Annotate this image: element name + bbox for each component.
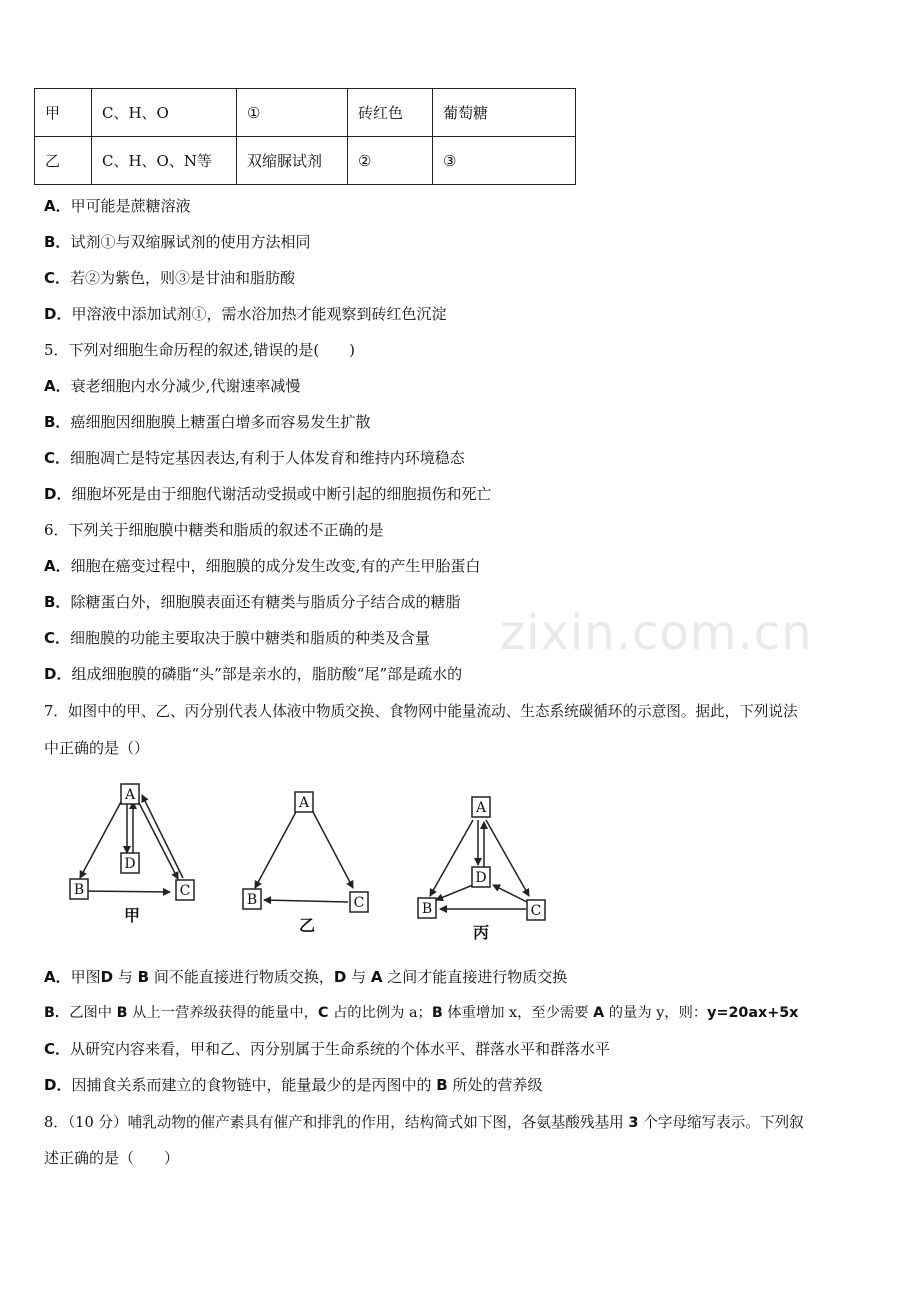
option-text: 细胞坏死是由于细胞代谢活动受损或中断引起的细胞损伤和死亡 [71, 485, 492, 503]
option-text: 从研究内容来看，甲和乙、丙分别属于生命系统的个体水平、群落水平和群落水平 [70, 1040, 611, 1058]
q6-stem: 6．下列关于细胞膜中糖类和脂质的叙述不正确的是 [44, 521, 384, 539]
node-label-a: A [124, 787, 136, 803]
q4-option-a [44, 196, 191, 216]
node-label-b: B [246, 892, 258, 908]
option-letter: C． [44, 1040, 71, 1058]
diagram-yi [255, 810, 353, 902]
table-cell: 双缩脲试剂 [237, 137, 348, 185]
table-cell: 乙 [35, 137, 92, 185]
option-text: 细胞膜的功能主要取决于膜中糖类和脂质的种类及含量 [70, 629, 431, 647]
table-row [35, 137, 576, 185]
option-text: 乙图中 [69, 1005, 117, 1021]
option-text: 组成细胞膜的磷脂“头”部是亲水的，脂肪酸“尾”部是疏水的 [71, 665, 463, 683]
option-text: 与 [113, 968, 138, 986]
option-text: B [436, 1076, 448, 1094]
node-label-b: B [73, 882, 85, 898]
option-text: 甲溶液中添加试剂①，需水浴加热才能观察到砖红色沉淀 [71, 305, 447, 323]
option-text: D [100, 968, 114, 986]
q8-text: 个字母缩写表示。下列叙 [638, 1114, 804, 1131]
table-cell: ② [348, 137, 433, 185]
option-letter: B． [44, 233, 71, 251]
option-letter: A． [44, 968, 71, 986]
option-text: 之间才能直接进行物质交换 [382, 968, 568, 986]
node-label-a: A [475, 800, 487, 816]
option-letter: A． [44, 377, 71, 395]
option-text: D [333, 968, 347, 986]
option-text: 与 [346, 968, 371, 986]
option-text: B [137, 968, 150, 986]
q7-option-b [44, 1003, 798, 1023]
option-text: 的量为 y，则： [604, 1005, 708, 1021]
option-text: 从上一营养级获得的能量中， [127, 1005, 318, 1021]
option-letter: D． [44, 665, 72, 683]
option-letter: B． [44, 1005, 70, 1021]
q5-option-c [44, 448, 465, 468]
option-text: 因捕食关系而建立的食物链中，能量最少的是丙图中的 [71, 1076, 437, 1094]
q6-option-a [44, 556, 480, 576]
table-cell: 甲 [35, 89, 92, 137]
option-text: 若②为紫色，则③是甘油和脂肪酸 [70, 269, 296, 287]
option-letter: D． [44, 485, 72, 503]
table-row [35, 89, 576, 137]
table-cell: C、H、O [92, 89, 237, 137]
option-letter: D． [44, 305, 72, 323]
table-cell: ③ [433, 137, 576, 185]
option-text: A [370, 968, 383, 986]
q6-option-d [44, 664, 462, 684]
q8-text: 8．（10 分）哺乳动物的催产素具有催产和排乳的作用，结构简式如下图，各氨基酸残基用 [44, 1114, 629, 1131]
diagram-caption-jia: 甲 [123, 906, 141, 925]
node-label-c: C [353, 895, 365, 911]
option-text: C [317, 1005, 329, 1021]
diagram-caption-bing: 丙 [472, 923, 490, 942]
q5-option-a [44, 376, 300, 396]
q7-stem-line1: 7．如图中的甲、乙、丙分别代表人体液中物质交换、食物网中能量流动、生态系统碳循环的示意图。据此，下列说法 [44, 703, 798, 720]
q4-option-d [44, 304, 446, 324]
q6-option-b [44, 592, 460, 612]
option-letter: A． [44, 557, 71, 575]
substance-test-table [34, 88, 576, 185]
option-text: 癌细胞因细胞膜上糖蛋白增多而容易发生扩散 [70, 413, 371, 431]
q5-option-b [44, 412, 370, 432]
option-text: 占的比例为 a； [328, 1005, 432, 1021]
option-letter: C． [44, 269, 71, 287]
option-text: 试剂①与双缩脲试剂的使用方法相同 [70, 233, 311, 251]
node-label-b: B [421, 901, 433, 917]
option-text: B [116, 1005, 128, 1021]
option-text: A [593, 1005, 605, 1021]
q8-stem-line1 [44, 1113, 804, 1133]
diagram-caption-yi: 乙 [298, 916, 316, 935]
q6-option-c [44, 628, 430, 648]
watermark: zixin.com.cn [500, 605, 813, 661]
q7-option-c [44, 1039, 610, 1059]
option-text: 间不能直接进行物质交换， [149, 968, 334, 986]
q5-option-d [44, 484, 491, 504]
q8-stem-line2: 述正确的是（ ） [44, 1149, 180, 1167]
q5-stem: 5．下列对细胞生命历程的叙述,错误的是( ) [44, 341, 356, 359]
diagram-bing [430, 820, 529, 909]
option-text: y=20ax+5x [707, 1005, 799, 1021]
node-label-d: D [124, 856, 136, 872]
option-text: 所处的营养级 [447, 1076, 543, 1094]
option-letter: A． [44, 197, 71, 215]
node-label-a: A [298, 795, 310, 811]
option-letter: C． [44, 449, 71, 467]
q7-diagrams [60, 775, 560, 945]
option-text: 衰老细胞内水分减少,代谢速率减慢 [70, 377, 301, 395]
q7-option-a [44, 967, 567, 987]
option-letter: C． [44, 629, 71, 647]
option-text: 体重增加 x，至少需要 [442, 1005, 594, 1021]
q8-text: 3 [628, 1114, 639, 1131]
table-cell: 砖红色 [348, 89, 433, 137]
table-cell: C、H、O、N等 [92, 137, 237, 185]
option-text: 除糖蛋白外，细胞膜表面还有糖类与脂质分子结合成的糖脂 [70, 593, 461, 611]
node-label-c: C [530, 903, 542, 919]
option-letter: B． [44, 413, 71, 431]
option-letter: D． [44, 1076, 72, 1094]
q4-option-b [44, 232, 310, 252]
q4-option-c [44, 268, 295, 288]
table-cell: 葡萄糖 [433, 89, 576, 137]
table-cell: ① [237, 89, 348, 137]
option-text: B [431, 1005, 443, 1021]
q7-option-d [44, 1075, 542, 1095]
option-text: 甲可能是蔗糖溶液 [70, 197, 191, 215]
option-text: 细胞在癌变过程中，细胞膜的成分发生改变,有的产生甲胎蛋白 [70, 557, 481, 575]
diagram-jia [78, 795, 183, 892]
node-label-c: C [179, 883, 191, 899]
node-label-d: D [475, 870, 487, 886]
q7-stem-line2: 中正确的是（） [44, 739, 150, 757]
option-text: 细胞凋亡是特定基因表达,有利于人体发育和维持内环境稳态 [70, 449, 465, 467]
option-letter: B． [44, 593, 71, 611]
option-text: 甲图 [70, 968, 101, 986]
